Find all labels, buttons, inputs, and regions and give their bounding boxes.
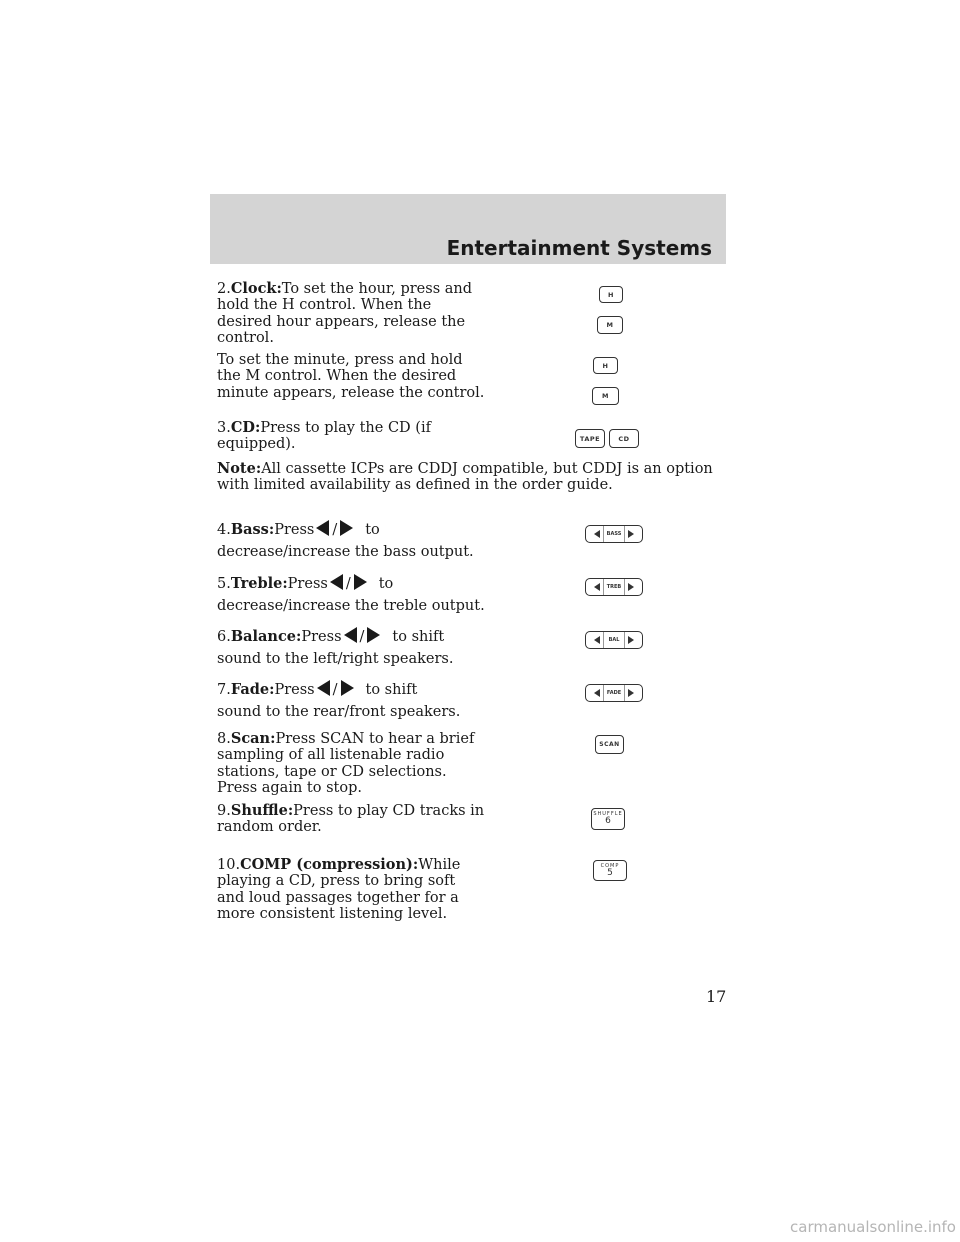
shuffle-button[interactable]: SHUFFLE 6 bbox=[591, 808, 625, 830]
shuffle-paragraph: 9.Shuffle:Press to play CD tracks in random order. bbox=[217, 802, 485, 836]
section-header bbox=[210, 194, 726, 264]
clock-label: Clock: bbox=[230, 280, 282, 297]
section-title: Entertainment Systems bbox=[446, 236, 712, 260]
balance-paragraph: 6.Balance:Press / to shift sound to the left/right speakers. bbox=[217, 628, 454, 667]
treble-rocker-button[interactable]: TREB bbox=[585, 578, 643, 596]
right-arrow-icon bbox=[628, 636, 634, 644]
minute-button-2[interactable]: M bbox=[592, 387, 619, 405]
bass-paragraph: 4.Bass:Press / to decrease/increase the bass output. bbox=[217, 521, 474, 560]
cd-button[interactable]: CD bbox=[609, 429, 639, 448]
left-arrow-icon bbox=[594, 530, 600, 538]
fade-rocker-button[interactable]: FADE bbox=[585, 684, 643, 702]
note-label: Note: bbox=[217, 460, 262, 477]
comp-button[interactable]: COMP 5 bbox=[593, 860, 627, 881]
right-arrow-icon bbox=[628, 583, 634, 591]
left-arrow-icon bbox=[330, 574, 343, 590]
left-arrow-icon bbox=[344, 627, 357, 643]
clock-paragraph: 2.Clock:To set the hour, press and hold the H control. When the desired hour appears, release the control. bbox=[217, 280, 473, 346]
cd-label: CD: bbox=[230, 419, 261, 436]
right-arrow-icon bbox=[354, 574, 367, 590]
left-arrow-icon bbox=[316, 520, 329, 536]
note-paragraph: Note:All cassette ICPs are CDDJ compatible, but CDDJ is an option with limited availability as defined in the order guide. bbox=[217, 460, 713, 494]
left-arrow-icon bbox=[594, 689, 600, 697]
hour-button[interactable]: H bbox=[599, 286, 623, 303]
cd-paragraph: 3.CD:Press to play the CD (if equipped). bbox=[217, 419, 431, 453]
left-arrow-icon bbox=[594, 583, 600, 591]
right-arrow-icon bbox=[341, 680, 354, 696]
treble-paragraph: 5.Treble:Press / to decrease/increase the treble output. bbox=[217, 575, 485, 614]
bass-rocker-button[interactable]: BASS bbox=[585, 525, 643, 543]
right-arrow-icon bbox=[628, 530, 634, 538]
left-arrow-icon bbox=[594, 636, 600, 644]
tape-button[interactable]: TAPE bbox=[575, 429, 605, 448]
minute-button[interactable]: M bbox=[597, 316, 623, 334]
right-arrow-icon bbox=[340, 520, 353, 536]
clock-minute-paragraph: To set the minute, press and hold the M control. When the desired minute appears, release the control. bbox=[217, 352, 485, 401]
fade-paragraph: 7.Fade:Press / to shift sound to the rear/front speakers. bbox=[217, 681, 461, 720]
right-arrow-icon bbox=[367, 627, 380, 643]
balance-rocker-button[interactable]: BAL bbox=[585, 631, 643, 649]
watermark-link[interactable]: carmanualsonline.info bbox=[790, 1218, 956, 1236]
hour-button-2[interactable]: H bbox=[593, 357, 618, 374]
left-arrow-icon bbox=[317, 680, 330, 696]
comp-paragraph: 10.COMP (compression):While playing a CD, press to bring soft and loud passages together for a more consistent listening level. bbox=[217, 856, 461, 922]
scan-paragraph: 8.Scan:Press SCAN to hear a brief sampling of all listenable radio stations, tape or CD selections. Press again to stop. bbox=[217, 730, 475, 796]
right-arrow-icon bbox=[628, 689, 634, 697]
page-number: 17 bbox=[706, 987, 727, 1006]
scan-button[interactable]: SCAN bbox=[595, 735, 624, 754]
